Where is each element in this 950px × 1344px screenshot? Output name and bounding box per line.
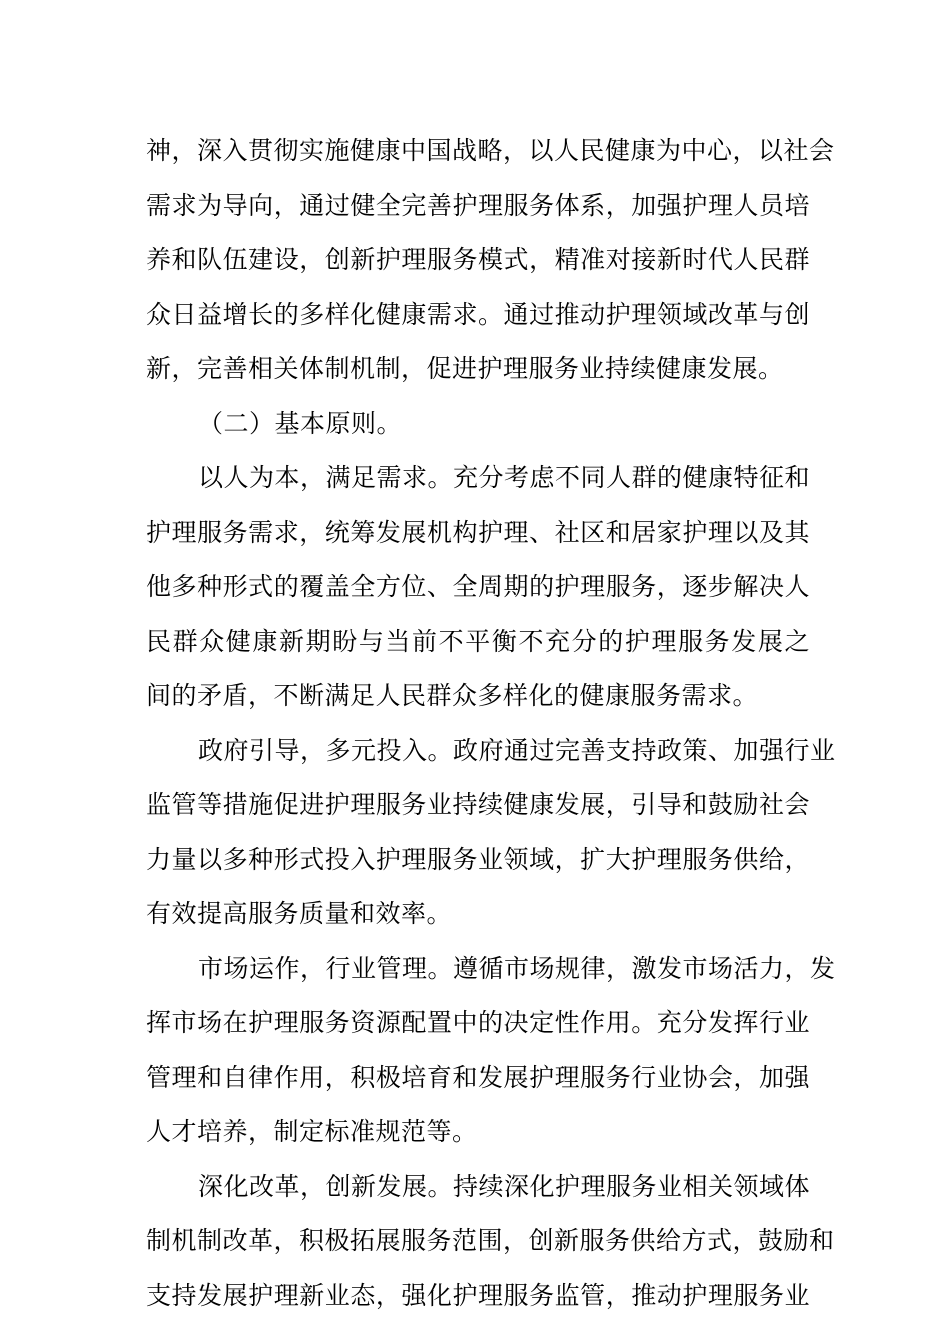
text-line: 间的矛盾，不断满足人民群众多样化的健康服务需求。 xyxy=(146,681,759,710)
text-line: 制机制改革，积极拓展服务范围，创新服务供给方式，鼓励和 xyxy=(146,1226,835,1255)
text-line: 众日益增长的多样化健康需求。通过推动护理领域改革与创 xyxy=(146,299,810,329)
text-line: 力量以多种形式投入护理服务业领域，扩大护理服务供给， xyxy=(146,844,810,874)
text-line: 养和队伍建设，创新护理服务模式，精准对接新时代人民群 xyxy=(146,245,810,274)
text-line: 神，深入贯彻实施健康中国战略，以人民健康为中心，以社会 xyxy=(146,136,835,165)
text-line: 有效提高服务质量和效率。 xyxy=(146,899,453,928)
text-line: 管理和自律作用，积极培育和发展护理服务行业协会，加强 xyxy=(146,1062,810,1092)
text-line: 以人为本，满足需求。充分考虑不同人群的健康特征和 xyxy=(198,463,811,492)
text-line: 护理服务需求，统筹发展机构护理、社区和居家护理以及其 xyxy=(146,517,810,547)
text-line: 政府引导，多元投入。政府通过完善支持政策、加强行业 xyxy=(198,735,836,765)
section-heading: （二）基本原则。 xyxy=(198,408,403,438)
text-line: 监管等措施促进护理服务业持续健康发展，引导和鼓励社会 xyxy=(146,790,810,819)
document-body xyxy=(146,124,836,1323)
text-line: 民群众健康新期盼与当前不平衡不充分的护理服务发展之 xyxy=(146,626,810,656)
text-line: 挥市场在护理服务资源配置中的决定性作用。充分发挥行业 xyxy=(146,1008,810,1037)
text-line: 需求为导向，通过健全完善护理服务体系，加强护理人员培 xyxy=(146,190,810,220)
text-line: 市场运作，行业管理。遵循市场规律，激发市场活力，发 xyxy=(198,953,836,983)
text-line: 新，完善相关体制机制，促进护理服务业持续健康发展。 xyxy=(146,354,784,383)
text-line: 人才培养，制定标准规范等。 xyxy=(146,1117,478,1146)
text-line: 他多种形式的覆盖全方位、全周期的护理服务，逐步解决人 xyxy=(146,572,810,601)
text-line: 支持发展护理新业态，强化护理服务监管，推动护理服务业 xyxy=(146,1280,810,1310)
text-line: 深化改革，创新发展。持续深化护理服务业相关领域体 xyxy=(198,1171,811,1201)
